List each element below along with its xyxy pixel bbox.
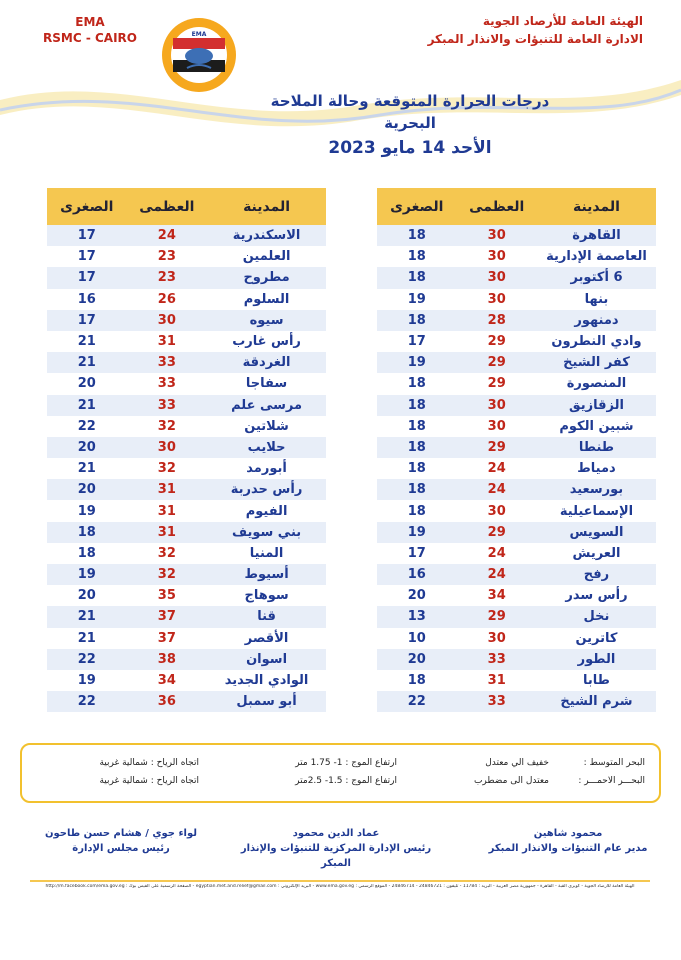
table-row xyxy=(377,522,656,543)
city-cell: رأس سدر xyxy=(537,585,656,606)
city-cell: شرم الشيخ xyxy=(537,691,656,712)
table-row xyxy=(47,373,326,394)
city-cell: حلايب xyxy=(207,437,326,458)
city-cell: القاهرة xyxy=(537,225,656,246)
min-temp-cell: 17 xyxy=(47,310,127,331)
max-temp-cell: 31 xyxy=(456,670,536,691)
table-row xyxy=(47,331,326,352)
max-temp-cell: 29 xyxy=(456,522,536,543)
city-cell: طابا xyxy=(537,670,656,691)
min-temp-cell: 18 xyxy=(377,437,456,458)
city-cell: أبو سمبل xyxy=(207,691,326,712)
table-row xyxy=(377,310,656,331)
table-row xyxy=(47,670,326,691)
signatory-title: رئيس مجلس الإدارة xyxy=(72,843,170,854)
max-temp-cell: 29 xyxy=(456,373,536,394)
column-header-min: الصغرى xyxy=(47,188,127,225)
svg-text:EMA: EMA xyxy=(191,31,207,38)
min-temp-cell: 16 xyxy=(47,289,127,310)
max-temp-cell: 30 xyxy=(456,289,536,310)
table-row xyxy=(47,691,326,712)
city-cell: قنا xyxy=(207,606,326,627)
table-row xyxy=(47,352,326,373)
min-temp-cell: 21 xyxy=(47,458,127,479)
city-cell: الطور xyxy=(537,649,656,670)
city-cell: سيوه xyxy=(207,310,326,331)
city-cell: السويس xyxy=(537,522,656,543)
min-temp-cell: 18 xyxy=(377,246,456,267)
org-arabic-name xyxy=(383,12,643,48)
min-temp-cell: 20 xyxy=(47,479,127,500)
table-row xyxy=(377,649,656,670)
min-temp-cell: 16 xyxy=(377,564,456,585)
sea-state: خفيف الي معتدل xyxy=(485,758,549,768)
city-cell: الاسكندرية xyxy=(207,225,326,246)
table-row xyxy=(47,225,326,246)
city-cell: دمياط xyxy=(537,458,656,479)
min-temp-cell: 18 xyxy=(377,395,456,416)
min-temp-cell: 18 xyxy=(377,373,456,394)
min-temp-cell: 18 xyxy=(377,458,456,479)
city-cell: بورسعيد xyxy=(537,479,656,500)
city-cell: رأس غارب xyxy=(207,331,326,352)
min-temp-cell: 18 xyxy=(377,416,456,437)
min-temp-cell: 17 xyxy=(377,543,456,564)
max-temp-cell: 34 xyxy=(127,670,208,691)
table-row xyxy=(377,670,656,691)
table-row xyxy=(47,585,326,606)
table-row xyxy=(47,479,326,500)
table-row xyxy=(377,267,656,288)
max-temp-cell: 29 xyxy=(456,437,536,458)
signature-general-manager xyxy=(473,826,663,856)
min-temp-cell: 13 xyxy=(377,606,456,627)
column-header-max: العظمى xyxy=(456,188,536,225)
max-temp-cell: 30 xyxy=(456,267,536,288)
max-temp-cell: 30 xyxy=(127,310,208,331)
city-cell: الفيوم xyxy=(207,500,326,521)
min-temp-cell: 20 xyxy=(47,437,127,458)
city-cell: سفاجا xyxy=(207,373,326,394)
min-temp-cell: 21 xyxy=(47,606,127,627)
city-cell: مطروح xyxy=(207,267,326,288)
city-cell: أبورمد xyxy=(207,458,326,479)
max-temp-cell: 30 xyxy=(127,437,208,458)
max-temp-cell: 33 xyxy=(456,691,536,712)
city-cell: أسيوط xyxy=(207,564,326,585)
table-row xyxy=(47,246,326,267)
table-row xyxy=(47,628,326,649)
table-row xyxy=(377,395,656,416)
max-temp-cell: 32 xyxy=(127,458,208,479)
city-cell: رأس حدربة xyxy=(207,479,326,500)
max-temp-cell: 31 xyxy=(127,500,208,521)
max-temp-cell: 24 xyxy=(456,458,536,479)
footer-divider xyxy=(30,880,650,882)
max-temp-cell: 29 xyxy=(456,331,536,352)
table-header-row xyxy=(377,188,656,225)
city-cell: السلوم xyxy=(207,289,326,310)
min-temp-cell: 22 xyxy=(47,691,127,712)
city-cell: كاترين xyxy=(537,628,656,649)
max-temp-cell: 34 xyxy=(456,585,536,606)
city-cell: الغردقة xyxy=(207,352,326,373)
table-row xyxy=(47,395,326,416)
max-temp-cell: 29 xyxy=(456,352,536,373)
signatory-title: رئيس الإدارة المركزية للتنبؤات والإنذار المبكر xyxy=(240,843,432,869)
max-temp-cell: 36 xyxy=(127,691,208,712)
city-cell: وادي النطرون xyxy=(537,331,656,352)
signatory-name: لواء جوي / هشام حسن طاحون xyxy=(44,828,198,839)
max-temp-cell: 31 xyxy=(127,331,208,352)
city-cell: المنصورة xyxy=(537,373,656,394)
max-temp-cell: 33 xyxy=(127,352,208,373)
min-temp-cell: 17 xyxy=(47,267,127,288)
table-row xyxy=(377,246,656,267)
city-cell: العريش xyxy=(537,543,656,564)
wind-direction: اتجاه الرياح : شمالية غربية xyxy=(99,758,199,768)
column-header-city: المدينة xyxy=(207,188,326,225)
table-row xyxy=(47,458,326,479)
min-temp-cell: 19 xyxy=(377,352,456,373)
city-cell: العاصمة الإدارية xyxy=(537,246,656,267)
min-temp-cell: 19 xyxy=(47,500,127,521)
min-temp-cell: 20 xyxy=(47,585,127,606)
min-temp-cell: 22 xyxy=(47,649,127,670)
table-row xyxy=(47,564,326,585)
city-cell: رفح xyxy=(537,564,656,585)
sea-state: معتدل الى مضطرب xyxy=(473,776,549,786)
min-temp-cell: 19 xyxy=(47,670,127,691)
max-temp-cell: 33 xyxy=(127,373,208,394)
min-temp-cell: 18 xyxy=(377,500,456,521)
max-temp-cell: 30 xyxy=(456,395,536,416)
table-row xyxy=(47,416,326,437)
table-row xyxy=(47,543,326,564)
min-temp-cell: 22 xyxy=(377,691,456,712)
city-cell: بني سويف xyxy=(207,522,326,543)
min-temp-cell: 20 xyxy=(377,649,456,670)
max-temp-cell: 33 xyxy=(456,649,536,670)
column-header-max: العظمى xyxy=(127,188,208,225)
max-temp-cell: 30 xyxy=(456,246,536,267)
table-row xyxy=(47,522,326,543)
min-temp-cell: 21 xyxy=(47,331,127,352)
max-temp-cell: 30 xyxy=(456,225,536,246)
table-row xyxy=(377,585,656,606)
min-temp-cell: 18 xyxy=(47,522,127,543)
sea-name: البحـــر الاحمـــر : xyxy=(578,776,645,786)
min-temp-cell: 21 xyxy=(47,628,127,649)
wind-direction: اتجاه الرياح : شمالية غربية xyxy=(99,776,199,786)
min-temp-cell: 20 xyxy=(377,585,456,606)
table-row xyxy=(377,331,656,352)
temperature-table-right xyxy=(377,188,656,712)
min-temp-cell: 21 xyxy=(47,395,127,416)
org-arabic-line-2: الادارة العامة للتنبؤات والانذار المبكر xyxy=(427,32,643,46)
max-temp-cell: 24 xyxy=(127,225,208,246)
table-row xyxy=(377,352,656,373)
min-temp-cell: 18 xyxy=(47,543,127,564)
table-row xyxy=(377,691,656,712)
max-temp-cell: 24 xyxy=(456,543,536,564)
min-temp-cell: 18 xyxy=(377,267,456,288)
table-row xyxy=(47,289,326,310)
min-temp-cell: 21 xyxy=(47,352,127,373)
footer-contact-info: الهيئة العامة للأرصاد الجوية - كوبري القبة - القاهرة - جمهورية مصر العربية - البريد : 11784 - تليفون : 24846721 - 24846714 - الموقع الرسمي : www.ema.gov.eg - البريد الإلكتروني : egyptian.met.and.relief@gmail.com - الصفحة الرسمية على الفيس بوك : http://m.facebook.com/ema.gov.eg xyxy=(45,884,635,889)
city-cell: المنيا xyxy=(207,543,326,564)
max-temp-cell: 26 xyxy=(127,289,208,310)
table-row xyxy=(377,628,656,649)
city-cell: 6 أكتوبر xyxy=(537,267,656,288)
city-cell: مرسى علم xyxy=(207,395,326,416)
max-temp-cell: 35 xyxy=(127,585,208,606)
table-header-row xyxy=(47,188,326,225)
max-temp-cell: 31 xyxy=(127,522,208,543)
org-abbr: EMA xyxy=(75,15,105,29)
city-cell: العلمين xyxy=(207,246,326,267)
max-temp-cell: 32 xyxy=(127,564,208,585)
table-row xyxy=(47,437,326,458)
min-temp-cell: 17 xyxy=(377,331,456,352)
min-temp-cell: 20 xyxy=(47,373,127,394)
table-row xyxy=(47,606,326,627)
table-row xyxy=(47,310,326,331)
table-row xyxy=(47,649,326,670)
max-temp-cell: 37 xyxy=(127,606,208,627)
signatory-name: محمود شاهين xyxy=(533,828,603,839)
title-date: الأحد 14 مايو 2023 xyxy=(328,138,492,158)
signatory-title: مدير عام التنبؤات والانذار المبكر xyxy=(488,843,648,854)
city-cell: نخل xyxy=(537,606,656,627)
city-cell: اسوان xyxy=(207,649,326,670)
table-row xyxy=(377,289,656,310)
temperature-table-left xyxy=(47,188,326,712)
min-temp-cell: 19 xyxy=(47,564,127,585)
city-cell: كفر الشيخ xyxy=(537,352,656,373)
max-temp-cell: 38 xyxy=(127,649,208,670)
wave-height: ارتفاع الموج : 1.5- 2.5متر xyxy=(295,776,397,786)
column-header-min: الصغرى xyxy=(377,188,456,225)
min-temp-cell: 18 xyxy=(377,670,456,691)
table-row xyxy=(377,437,656,458)
max-temp-cell: 24 xyxy=(456,479,536,500)
city-cell: دمنهور xyxy=(537,310,656,331)
max-temp-cell: 31 xyxy=(127,479,208,500)
title-line-1: درجات الحرارة المتوقعة وحالة الملاحة البحرية xyxy=(270,92,550,132)
city-cell: شلاتين xyxy=(207,416,326,437)
min-temp-cell: 10 xyxy=(377,628,456,649)
max-temp-cell: 30 xyxy=(456,628,536,649)
max-temp-cell: 32 xyxy=(127,543,208,564)
column-header-city: المدينة xyxy=(537,188,656,225)
org-arabic-line-1: الهيئة العامة للأرصاد الجوية xyxy=(482,14,643,28)
table-row xyxy=(377,500,656,521)
max-temp-cell: 23 xyxy=(127,246,208,267)
marine-conditions-box xyxy=(20,743,661,803)
signature-central-director xyxy=(231,826,441,871)
city-cell: سوهاج xyxy=(207,585,326,606)
org-english-name xyxy=(40,14,140,46)
max-temp-cell: 24 xyxy=(456,564,536,585)
table-row xyxy=(377,225,656,246)
max-temp-cell: 30 xyxy=(456,416,536,437)
table-row xyxy=(377,373,656,394)
ema-logo xyxy=(160,16,238,94)
min-temp-cell: 18 xyxy=(377,479,456,500)
min-temp-cell: 19 xyxy=(377,289,456,310)
city-cell: الوادي الجديد xyxy=(207,670,326,691)
table-row xyxy=(47,267,326,288)
min-temp-cell: 19 xyxy=(377,522,456,543)
table-row xyxy=(377,416,656,437)
sea-row-mediterranean xyxy=(22,758,659,776)
org-center-name: RSMC - CAIRO xyxy=(43,31,137,45)
signatory-name: عماد الدين محمود xyxy=(292,828,380,839)
max-temp-cell: 30 xyxy=(456,500,536,521)
table-row xyxy=(377,543,656,564)
sea-row-red-sea xyxy=(22,776,659,794)
min-temp-cell: 17 xyxy=(47,246,127,267)
wave-height: ارتفاع الموج : 1- 1.75 متر xyxy=(295,758,397,768)
max-temp-cell: 29 xyxy=(456,606,536,627)
min-temp-cell: 17 xyxy=(47,225,127,246)
min-temp-cell: 22 xyxy=(47,416,127,437)
max-temp-cell: 33 xyxy=(127,395,208,416)
city-cell: بنها xyxy=(537,289,656,310)
city-cell: الإسماعيلية xyxy=(537,500,656,521)
signatures xyxy=(0,826,681,869)
max-temp-cell: 28 xyxy=(456,310,536,331)
page-title xyxy=(250,90,570,162)
city-cell: الزقازيق xyxy=(537,395,656,416)
table-row xyxy=(377,479,656,500)
max-temp-cell: 32 xyxy=(127,416,208,437)
max-temp-cell: 23 xyxy=(127,267,208,288)
city-cell: شبين الكوم xyxy=(537,416,656,437)
min-temp-cell: 18 xyxy=(377,225,456,246)
min-temp-cell: 18 xyxy=(377,310,456,331)
table-row xyxy=(377,606,656,627)
table-row xyxy=(47,500,326,521)
city-cell: الأقصر xyxy=(207,628,326,649)
city-cell: طنطا xyxy=(537,437,656,458)
sea-name: البحر المتوسط : xyxy=(583,758,645,768)
signature-chairman xyxy=(31,826,211,856)
table-row xyxy=(377,564,656,585)
max-temp-cell: 37 xyxy=(127,628,208,649)
table-row xyxy=(377,458,656,479)
